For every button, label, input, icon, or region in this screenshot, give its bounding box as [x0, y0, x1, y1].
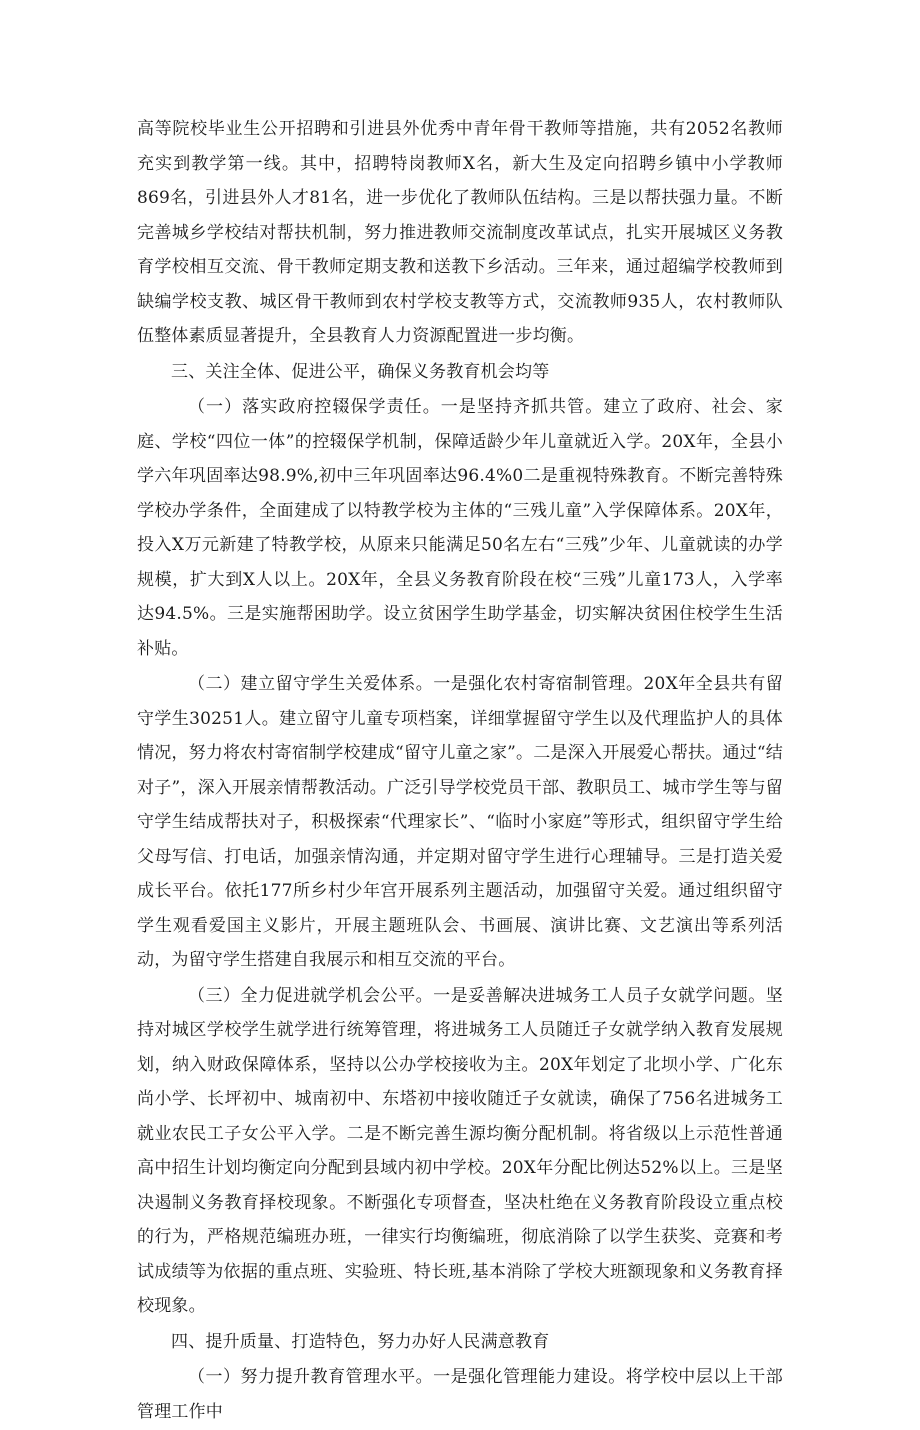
paragraph-continued: 高等院校毕业生公开招聘和引进县外优秀中青年骨干教师等措施，共有2052名教师充实到教学第一线。其中，招聘特岗教师X名，新大生及定向招聘乡镇中小学教师869名，引进县外人才81名，进一步优化了教师队伍结构。三是以帮扶强力量。不断完善城乡学校结对帮扶机制，努力推进教师交流制度改革试点，扎实开展城区义务教育学校相互交流、骨干教师定期支教和送教下乡活动。三年来，通过超编学校教师到缺编学校支教、城区骨干教师到农村学校支教等方式，交流教师935人，农村教师队伍整体素质显著提升，全县教育人力资源配置进一步均衡。 [137, 119, 783, 346]
section-heading-3: 三、关注全体、促进公平，确保义务教育机会均等 [171, 361, 550, 382]
paragraph-3-2: （二）建立留守学生关爱体系。一是强化农村寄宿制管理。20X年全县共有留守学生30251人。建立留守儿童专项档案，详细掌握留守学生以及代理监护人的具体情况，努力将农村寄宿制学校建成“留守儿童之家”。二是深入开展爱心帮扶。通过“结对子”，深入开展亲情帮教活动。广泛引导学校党员干部、教职员工、城市学生等与留守学生结成帮扶对子，积极探索“代理家长”、“临时小家庭”等形式，组织留守学生给父母写信、打电话，加强亲情沟通，并定期对留守学生进行心理辅导。三是打造关爱成长平台。依托177所乡村少年宫开展系列主题活动，加强留守关爱。通过组织留守学生观看爱国主义影片，开展主题班队会、书画展、演讲比赛、文艺演出等系列活动，为留守学生搭建自我展示和相互交流的平台。 [137, 674, 783, 970]
paragraph-3-1: （一）落实政府控辍保学责任。一是坚持齐抓共管。建立了政府、社会、家庭、学校“四位一体”的控辍保学机制，保障适龄少年儿童就近入学。20X年，全县小学六年巩固率达98.9%,初中三年巩固率达96.4%0二是重视特殊教育。不断完善特殊学校办学条件，全面建成了以特教学校为主体的“三残儿童”入学保障体系。20X年，投入X万元新建了特教学校，从原来只能满足50名左右“三残”少年、儿童就读的办学规模，扩大到X人以上。20X年，全县义务教育阶段在校“三残”儿童173人，入学率达94.5%。三是实施帮困助学。设立贫困学生助学基金，切实解决贫困住校学生生活补贴。 [137, 397, 783, 659]
paragraph-3-3: （三）全力促进就学机会公平。一是妥善解决进城务工人员子女就学问题。坚持对城区学校学生就学进行统筹管理，将进城务工人员随迁子女就学纳入教育发展规划，纳入财政保障体系，坚持以公办学校接收为主。20X年划定了北坝小学、广化东尚小学、长坪初中、城南初中、东塔初中接收随迁子女就读，确保了756名进城务工就业农民工子女公平入学。二是不断完善生源均衡分配机制。将省级以上示范性普通高中招生计划均衡定向分配到县域内初中学校。20X年分配比例达52%以上。三是坚决遏制义务教育择校现象。不断强化专项督查，坚决杜绝在义务教育阶段设立重点校的行为，严格规范编班办班，一律实行均衡编班，彻底消除了以学生获奖、竞赛和考试成绩等为依据的重点班、实验班、特长班,基本消除了学校大班额现象和义务教育择校现象。 [137, 985, 783, 1316]
paragraph-4-1: （一）努力提升教育管理水平。一是强化管理能力建设。将学校中层以上干部管理工作中 [137, 1367, 783, 1422]
document-body [137, 112, 783, 1430]
section-heading-4: 四、提升质量、打造特色，努力办好人民满意教育 [171, 1331, 550, 1352]
